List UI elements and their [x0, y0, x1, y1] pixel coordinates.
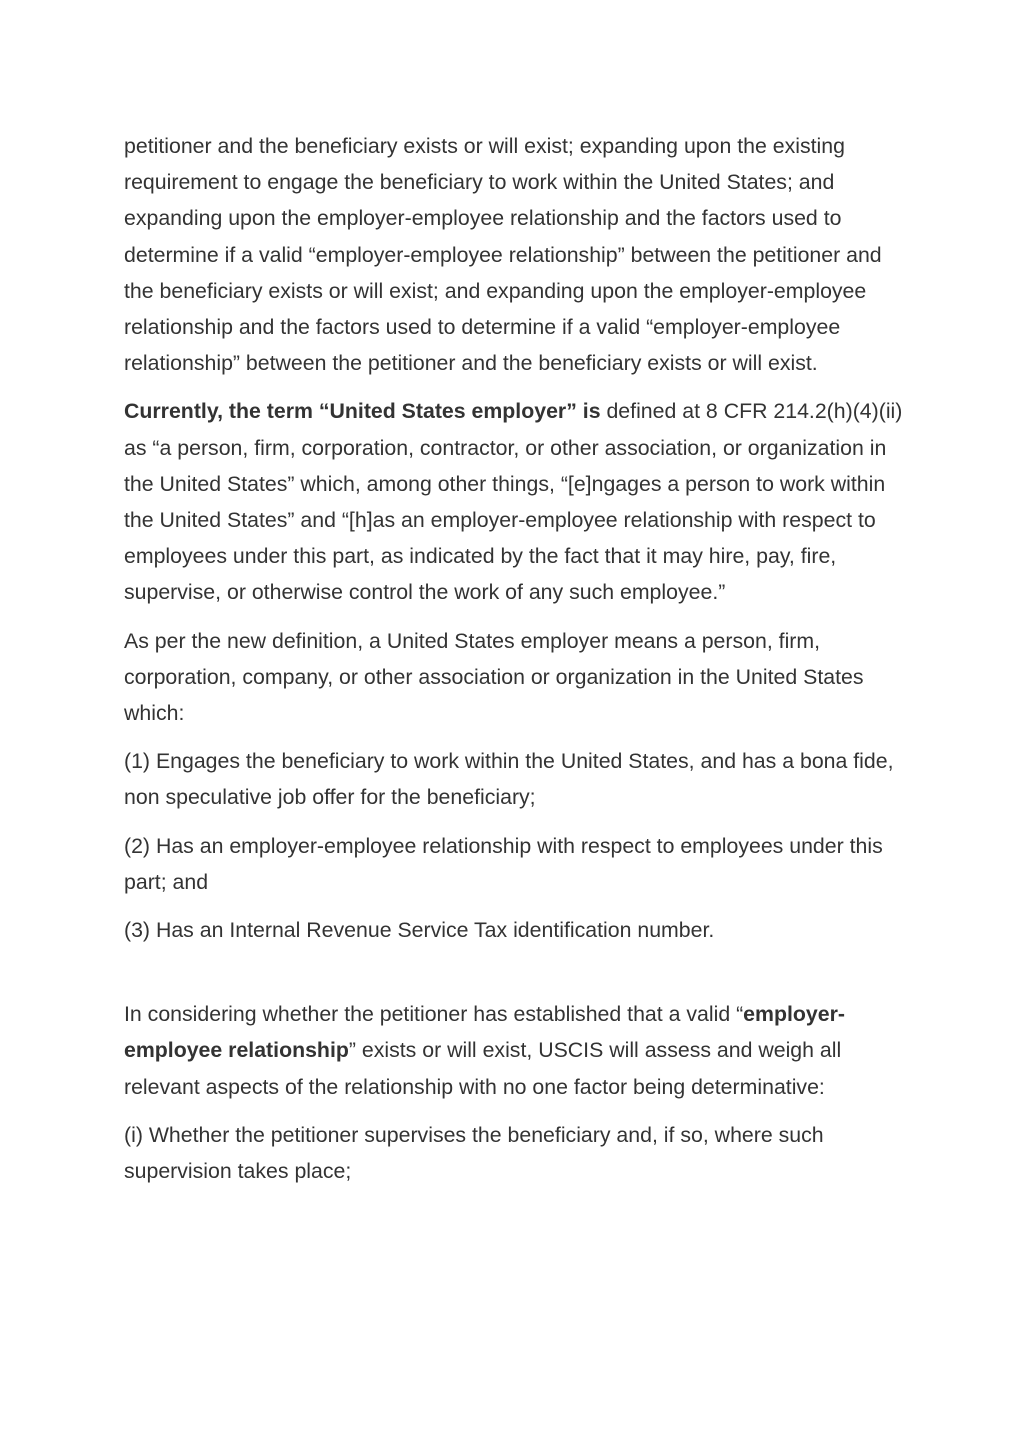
relationship-text-pre: In considering whether the petitioner has established that a valid “ [124, 1002, 744, 1027]
relationship-emphasis: employer-employee relationship [124, 1002, 845, 1063]
paragraph-current-definition [124, 393, 904, 610]
current-definition-text: defined at 8 CFR 214.2(h)(4)(ii) as “a person, firm, corporation, contractor, or other association, or organization in the United States” which, among other things, “[e]ngages a person to work within the United States” and “[h]as an employer-employee relationship with respect to employees under this part, as indicated by the fact that it may hire, pay, fire, supervise, or otherwise control the work of any such employee.” [124, 399, 903, 605]
document-page [124, 128, 904, 1201]
relationship-text-post: ” exists or will exist, USCIS will assess and weigh all relevant aspects of the relationship with no one factor being determinative: [124, 1038, 842, 1099]
paragraph-intro: petitioner and the beneficiary exists or will exist; expanding upon the existing requirement to engage the beneficiary to work within the United States; and expanding upon the employer-employee relationship and the factors used to determine if a valid “employer-employee relationship” between the petitioner and the beneficiary exists or will exist; and expanding upon the employer-employee relationship and the factors used to determine if a valid “employer-employee relationship” between the petitioner and the beneficiary exists or will exist. [124, 134, 882, 376]
paragraph-relationship-factors [124, 996, 904, 1105]
factor-item-1: (i) Whether the petitioner supervises the beneficiary and, if so, where such supervision takes place; [124, 1122, 824, 1184]
paragraph-new-definition: As per the new definition, a United States employer means a person, firm, corporation, company, or other association or organization in the United States which: [124, 628, 864, 726]
blank-line [124, 960, 904, 996]
list-item-1: (1) Engages the beneficiary to work within the United States, and has a bona fide, non speculative job offer for the beneficiary; [124, 749, 894, 810]
list-item-2: (2) Has an employer-employee relationship with respect to employees under this part; and [124, 833, 883, 894]
current-definition-emphasis: Currently, the term “United States employer” is [124, 399, 601, 424]
list-item-3: (3) Has an Internal Revenue Service Tax identification number. [124, 918, 715, 943]
